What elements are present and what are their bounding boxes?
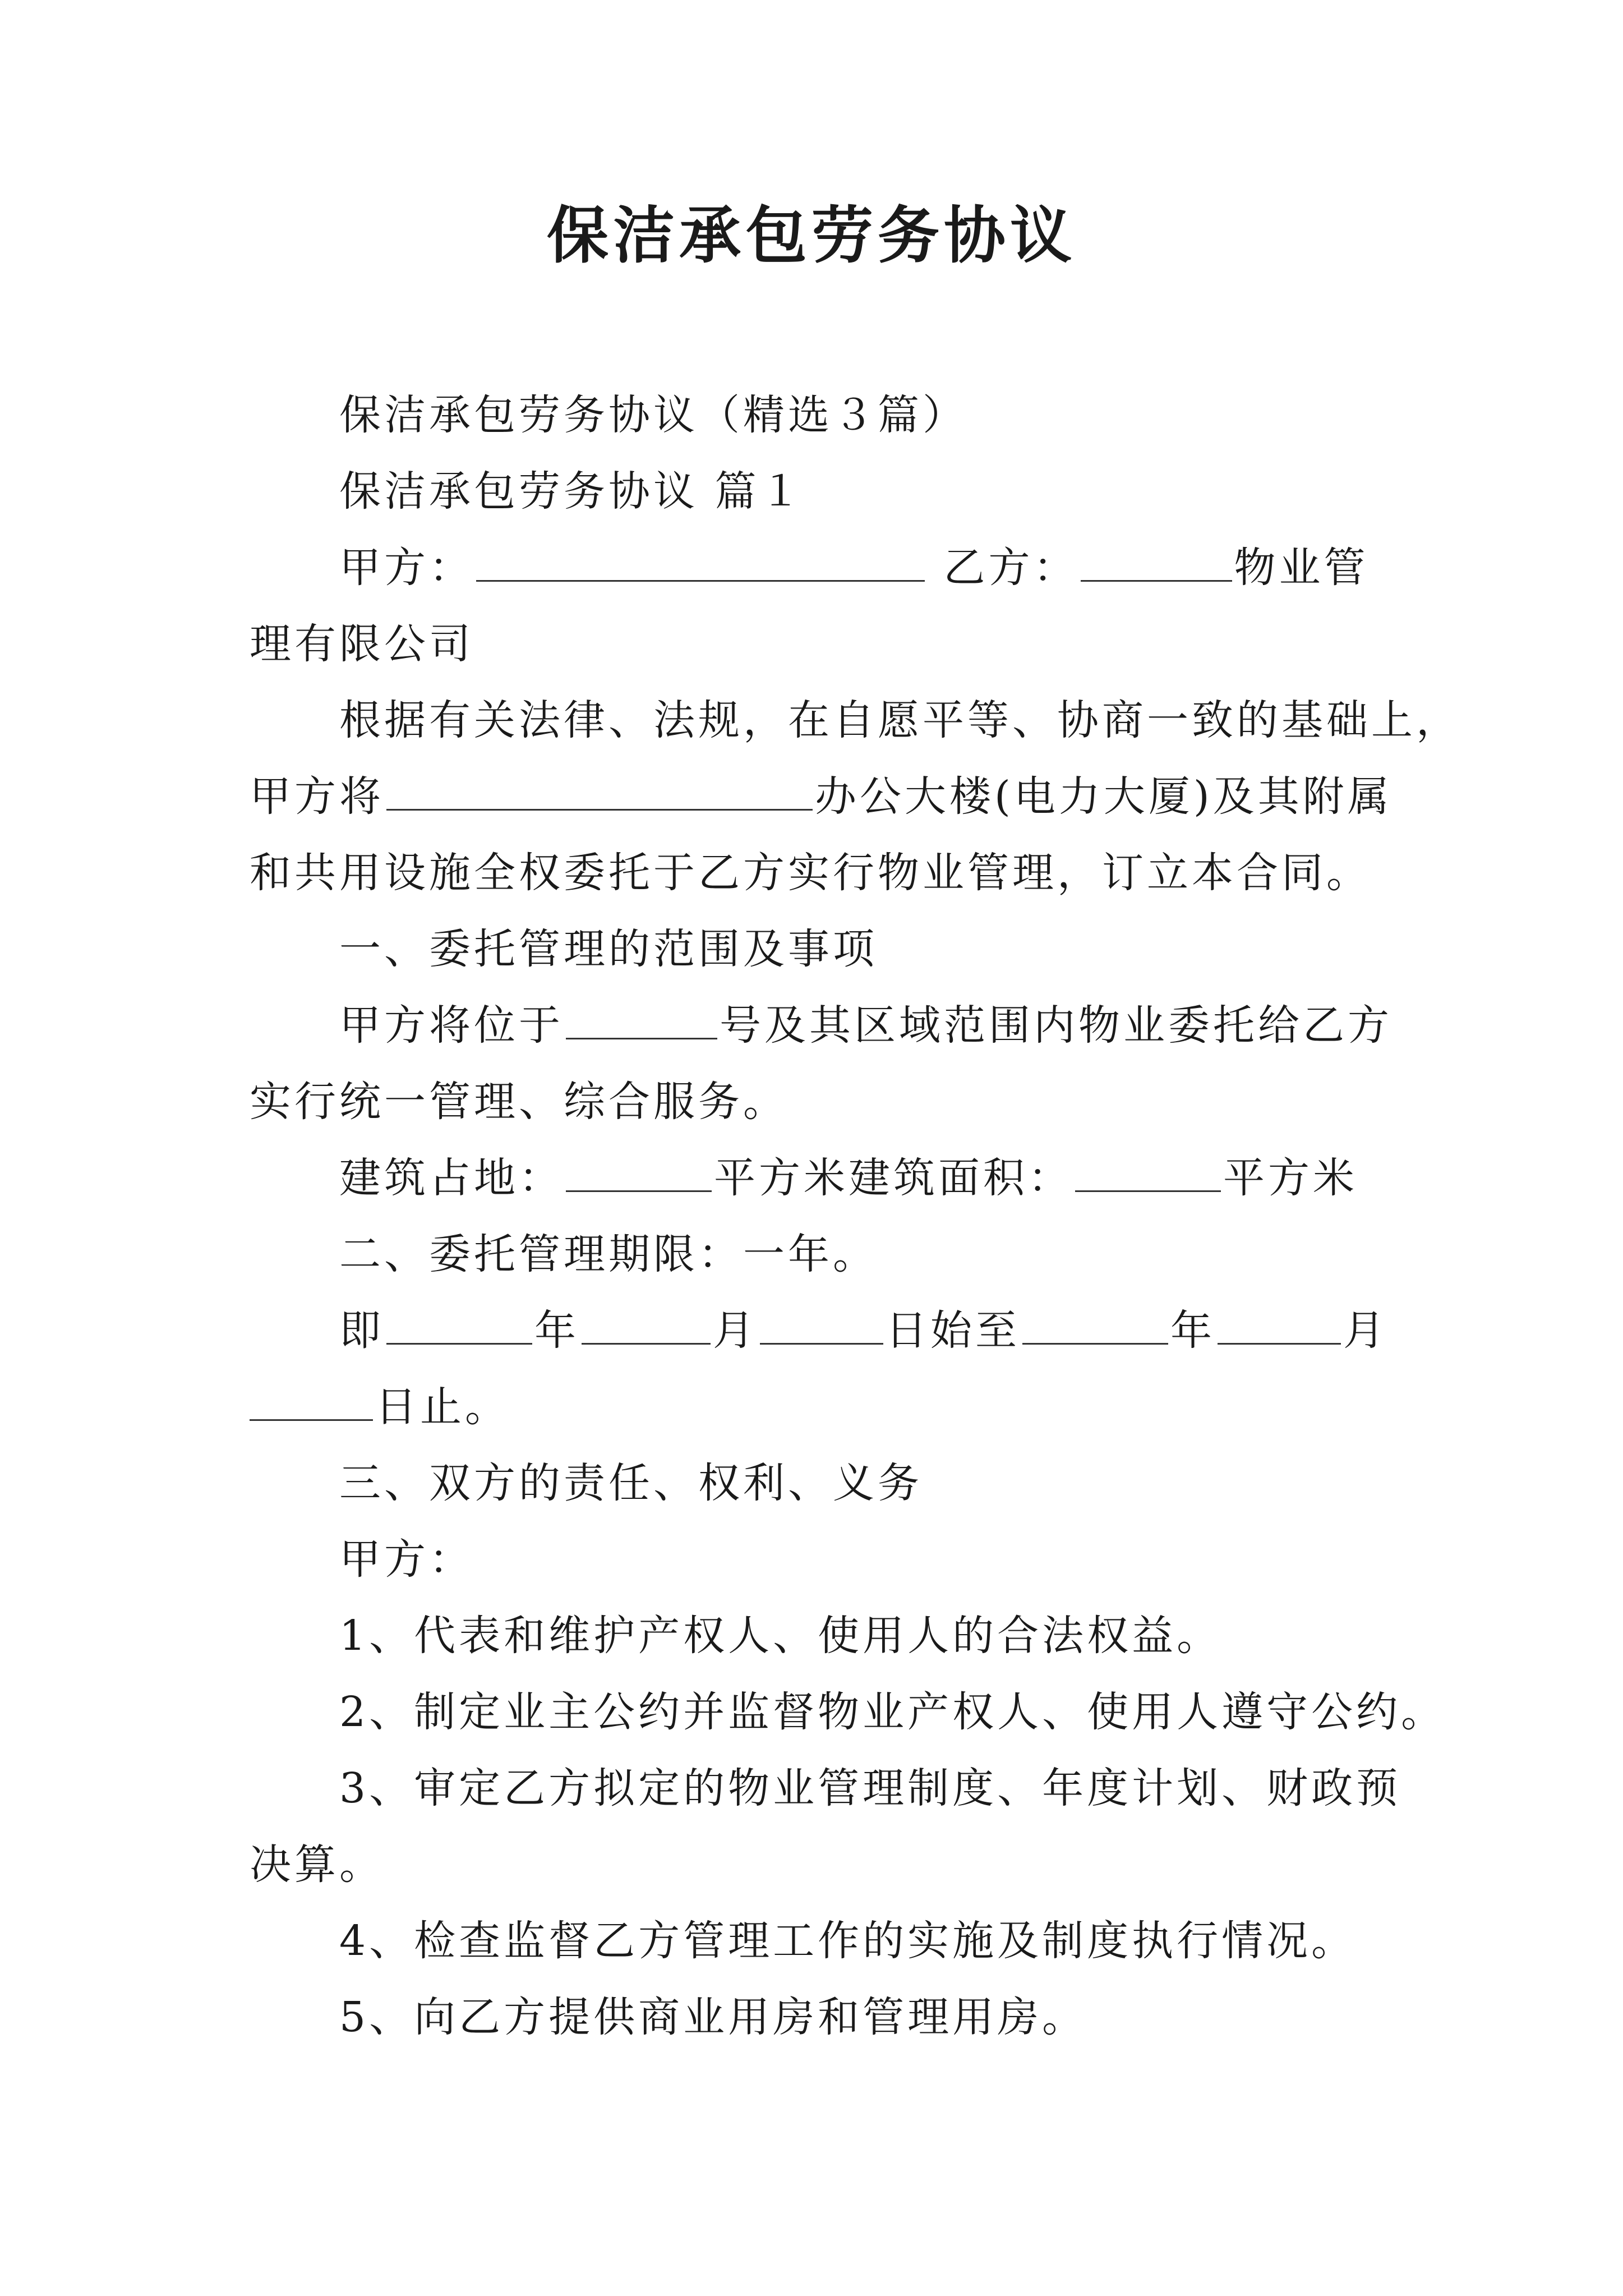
party-b-label: 乙方： — [943, 544, 1078, 592]
paragraph-line: 理有限公司 — [250, 620, 474, 668]
paragraph-line: 建筑占地： 平方米建筑面积： 平方米 — [339, 1150, 1358, 1206]
party-a-blank — [476, 541, 925, 582]
fill-blank — [386, 770, 813, 811]
fill-blank — [1218, 1304, 1341, 1345]
party-a-label: 甲方： — [339, 544, 474, 592]
fill-blank — [566, 1151, 712, 1192]
document-title: 保洁承包劳务协议 — [547, 199, 1076, 272]
section-heading: 三、双方的责任、权利、义务 — [339, 1459, 923, 1507]
fill-blank — [250, 1380, 373, 1421]
list-item: 1、代表和维护产权人、使用人的合法权益。 — [339, 1612, 1222, 1660]
party-b-blank — [1081, 541, 1232, 582]
fill-blank — [386, 1304, 532, 1345]
section-heading: 一、委托管理的范围及事项 — [339, 925, 878, 973]
list-item: 5、向乙方提供商业用房和管理用房。 — [339, 1993, 1087, 2041]
section-heading: 保洁承包劳务协议 篇１ — [339, 467, 805, 516]
subtitle: 保洁承包劳务协议（精选３篇） — [339, 391, 967, 439]
fill-blank — [760, 1304, 883, 1345]
section-heading: 二、委托管理期限：一年。 — [339, 1230, 878, 1278]
list-item-continuation: 决算。 — [250, 1841, 384, 1889]
paragraph-line: 甲方将 办公大楼(电力大厦)及其附属 — [250, 769, 1393, 825]
list-item: 3、审定乙方拟定的物业管理制度、年度计划、财政预 — [339, 1764, 1401, 1812]
paragraph-line: 实行统一管理、综合服务。 — [250, 1078, 788, 1126]
fill-blank — [582, 1304, 711, 1345]
paragraph-line: 甲方将位于 号及其区域范围内物业委托给乙方 — [339, 997, 1393, 1053]
date-line: 日止。 — [250, 1379, 510, 1435]
fill-blank — [1075, 1151, 1221, 1192]
fill-blank — [1022, 1304, 1168, 1345]
list-item: 2、制定业主公约并监督物业产权人、使用人遵守公约。 — [339, 1688, 1446, 1736]
parties-line: 甲方： 乙方： 物业管 — [339, 540, 1369, 596]
fill-blank — [566, 999, 717, 1039]
paragraph-line: 甲方： — [339, 1535, 474, 1584]
paragraph-line: 根据有关法律、法规，在自愿平等、协商一致的基础上， — [339, 696, 1461, 744]
list-item: 4、检查监督乙方管理工作的实施及制度执行情况。 — [339, 1917, 1357, 1965]
paragraph-line: 和共用设施全权委托于乙方实行物业管理，订立本合同。 — [250, 849, 1371, 897]
date-line: 即 年 月 日始至 年 月 — [339, 1303, 1388, 1359]
